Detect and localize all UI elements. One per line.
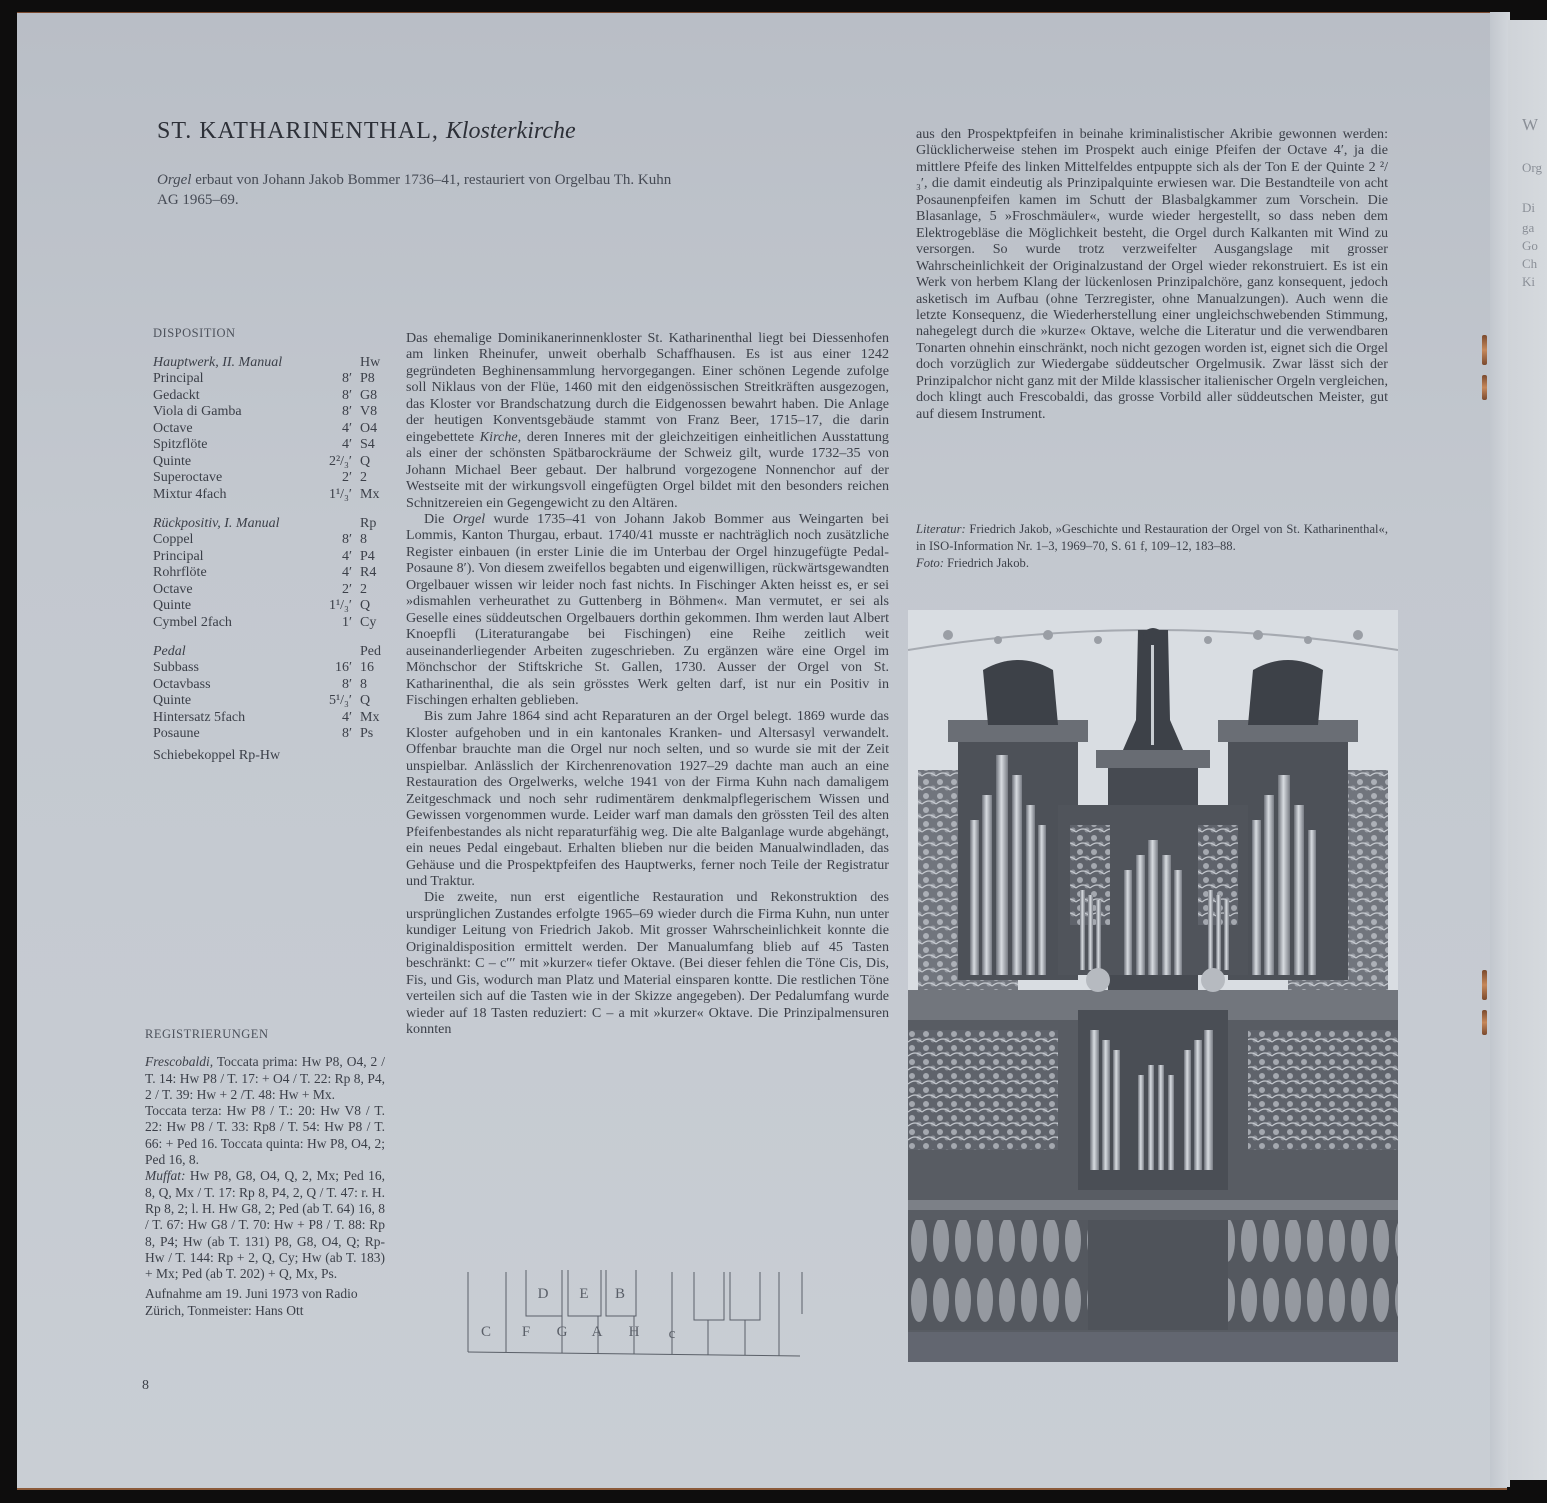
register-abbr: V8 <box>360 404 378 419</box>
organ-credit-text: erbaut von Johann Jakob Bommer 1736–41, restauriert von Orgelbau Th. Kuhn AG 1965–69. <box>157 172 672 208</box>
division-title <box>153 515 388 532</box>
division-name: Rückpositiv, I. Manual <box>153 516 280 531</box>
register-row <box>153 582 388 599</box>
literature-credits <box>916 521 1388 572</box>
registration-frescobaldi <box>145 1054 385 1103</box>
division-abbr: Rp <box>360 516 377 531</box>
coupler: Schiebekoppel Rp-Hw <box>153 747 281 763</box>
composer-name: Frescobaldi, <box>145 1054 214 1070</box>
paragraph-text: , deren Inneres mit der gleichzeitigen einheitlichen Ausstattung als einer der schönsten Spätbarockräume der Schweiz gilt, wurde 1732–35 von Johann Michael Beer gebaut. Der halbrund vorgezogene Nonnenchor auf der Westseite mit der wirkungsvoll eingefügten Orgel bildet mit den besonders reichen Schnitzereien ein Gegengewicht zu den Altären. <box>406 428 889 511</box>
register-abbr: 2 <box>360 470 367 485</box>
register-row <box>153 532 388 549</box>
next-page-fragment: Ch <box>1522 256 1538 271</box>
division-abbr: Ped <box>360 644 381 659</box>
register-pitch: 8′ <box>341 371 352 386</box>
register-row <box>153 598 388 615</box>
composer-name: Muffat: <box>145 1168 186 1184</box>
register-row <box>153 726 388 743</box>
disposition-heading: DISPOSITION <box>153 326 236 340</box>
register-name: Subbass <box>153 660 199 675</box>
organ-credit-lead: Orgel <box>157 172 192 188</box>
photo-credit-text: Friedrich Jakob. <box>943 556 1029 570</box>
register-row <box>153 565 388 582</box>
register-row <box>153 454 388 471</box>
register-abbr: Mx <box>360 709 380 725</box>
key-label: E <box>579 1286 589 1302</box>
register-row <box>153 388 388 405</box>
division-name: Hauptwerk, II. Manual <box>153 355 283 370</box>
register-name: Quinte <box>153 598 192 613</box>
literature-text: Friedrich Jakob, »Geschichte und Restauration der Orgel von St. Katharinenthal«, in ISO-Information Nr. 1–3, 1969–70, S. 61 f, 109–12, 183–88. <box>916 522 1388 553</box>
organ-case-photo <box>908 610 1398 1362</box>
staple <box>1482 1010 1487 1035</box>
literature-label: Literatur: <box>916 522 966 536</box>
register-abbr: 2 <box>360 581 367 597</box>
register-pitch: 4′ <box>341 420 352 436</box>
register-name: Octave <box>153 581 193 597</box>
register-abbr: 8 <box>360 676 367 692</box>
register-name: Superoctave <box>153 470 223 485</box>
register-name: Principal <box>153 371 204 386</box>
register-abbr: Mx <box>360 486 380 502</box>
register-row <box>153 470 388 487</box>
register-name: Quinte <box>153 693 192 708</box>
emphasis: Orgel <box>452 510 486 527</box>
title-building: Klosterkirche <box>445 118 576 144</box>
registration-text: Hw P8, G8, O4, Q, 2, Mx; Ped 16, 8, Q, Mx / T. 17: Rp 8, P4, 2, Q / T. 47: r. H. Rp 8, 2; l. H. Hw G8, 2; Ped (ab T. 64) 16, 8 / T. 67: Hw G8 / T. 70: Hw + P8 / T. 88: Rp 8, P4; Hw (ab T. 131) P8, G8, O4, Q; Rp-Hw / T. 144: Rp + 2, Q, Cy; Hw (ab T. 183) + Mx; Ped (ab T. 202) + Q, Mx, Ps. <box>145 1168 385 1282</box>
register-pitch: 1¹/₃′ <box>328 486 352 502</box>
register-row <box>153 677 388 694</box>
register-name: Cymbel 2fach <box>153 614 232 630</box>
register-row <box>153 615 388 632</box>
paragraph: Die zweite, nun erst eigentliche Restauration und Rekonstruktion des ursprünglichen Zustandes erfolgte 1965–69 wieder durch die Firma Kuhn, nun unter kundiger Leitung von Friedrich Jakob. Mit grosser Wahrscheinlichkeit konnte die Originaldisposition ermittelt werden. Der Manualumfang blieb auf 45 Tasten beschränkt: C – c′′′ mit »kurzer« tiefer Oktave. (Bei dieser fehlen die Töne Cis, Dis, Fis, und Gis, wodurch man Platz und Material einsparen kontte. Die restlichen Töne verteilen sich auf die Tasten wie in der Skizze angegeben). Der Pedalumfang wurde wieder auf 18 Tasten reduziert: C – a mit »kurzer« Oktave. Die Prinzipalmensuren konnten <box>406 889 889 1038</box>
register-abbr: P8 <box>360 371 375 386</box>
key-label: D <box>537 1286 549 1302</box>
next-page-fragment: Di <box>1522 200 1535 215</box>
register-name: Principal <box>153 548 204 564</box>
register-pitch: 5¹/₃′ <box>328 693 352 708</box>
register-pitch: 16′ <box>334 660 352 675</box>
organ-credit <box>157 170 677 210</box>
division-name: Pedal <box>153 644 186 659</box>
register-abbr: R4 <box>360 565 377 580</box>
next-page-fragment: Go <box>1522 238 1538 253</box>
paragraph: aus den Prospektpfeifen in beinahe kriminalistischer Akribie gewonnen werden: Glücklicherweise stehen im Prospekt auch einige Pfeifen der Octave 4′, ja die mittlere Pfeife des linken Mittelfeldes entpuppte sich als der Ton E der Quinte 2 ²/₃′, die damit eindeutig als Prinzipalquinte erwiesen war. Die Bestandteile von acht Posaunenpfeifen kamen im Schutt der Blasbalgkammer zum Vorschein. Die Blasanlage, 5 »Froschmäuler«, wurde wieder hergestellt, so dass neben dem Elektrogebläse die Möglichkeit besteht, die Orgel durch Kalkanten mit Wind zu versorgen. So wurde trotz verzweifelter Ausgangslage mit grosser Wahrscheinlichkeit der Originalzustand der Orgel wieder rekonstruiert. Es ist ein Werk von herbem Klang der lückenlosen Prinzipalchöre, ganz konsequent, jedoch asketisch im Aufbau (ohne Terzregister, ohne Manualzungen). Auch wenn die letzte Konsequenz, die Wiederherstellung einer ungleichschwebenden Stimmung, nahegelegt durch die »kurze« Oktave, welche die Literatur und die verwendbaren Tonarten ohnehin einschränkt, noch nicht gezogen worden ist, eignet sich die Orgel doch vorzüglich zur Wiedergabe süddeutscher Orgelmusik. Zwar lässt sich der Prinzipalchor nicht ganz mit der Milde klassischer italienischer Orgeln vergleichen, doch klingt auch Frescobaldi, das grosse Vorbild aller süddeutschen Meister, gut auf diesem Instrument. <box>916 126 1388 422</box>
key-label: B <box>614 1286 626 1302</box>
register-pitch: 4′ <box>341 709 352 725</box>
register-name: Octavbass <box>153 676 211 692</box>
register-name: Viola di Gamba <box>153 404 242 419</box>
register-pitch: 2′ <box>341 581 352 597</box>
staple <box>1482 335 1487 365</box>
next-page-fragment: W <box>1522 115 1539 134</box>
register-name: Octave <box>153 420 193 436</box>
register-row <box>153 710 388 727</box>
register-name: Gedackt <box>153 387 200 403</box>
register-pitch: 8′ <box>341 532 352 547</box>
register-pitch: 8′ <box>341 676 352 692</box>
division-abbr: Hw <box>360 355 381 370</box>
division-title <box>153 354 388 371</box>
register-row <box>153 549 388 566</box>
register-pitch: 2²/₃′ <box>328 453 352 469</box>
key-label: C <box>480 1324 492 1340</box>
key-label: A <box>591 1324 603 1340</box>
register-name: Quinte <box>153 453 192 469</box>
page-title <box>157 118 576 145</box>
body-text-column-2 <box>916 126 1388 422</box>
short-octave-keyboard-diagram <box>466 1268 806 1358</box>
staple <box>1482 970 1487 1000</box>
emphasis: Kirche <box>479 428 518 445</box>
register-row <box>153 693 388 710</box>
photo-label: Foto: <box>916 556 944 570</box>
register-abbr: Q <box>360 453 371 469</box>
division-title <box>153 643 388 660</box>
register-abbr: Ps <box>360 726 374 741</box>
registrations-heading: REGISTRIERUNGEN <box>145 1027 269 1041</box>
register-pitch: 4′ <box>341 437 352 452</box>
registration-muffat <box>145 1168 385 1282</box>
staple <box>1482 375 1487 400</box>
registrations <box>145 1026 385 1319</box>
register-abbr: S4 <box>360 437 375 452</box>
register-abbr: P4 <box>360 548 375 564</box>
register-name: Coppel <box>153 532 194 547</box>
paragraph-text: Die <box>424 510 453 527</box>
register-pitch: 4′ <box>341 548 352 564</box>
organ-illustration <box>908 610 1398 1362</box>
next-page-edge <box>1508 20 1547 1480</box>
page-gutter <box>1490 12 1510 1487</box>
register-abbr: 16 <box>360 660 374 675</box>
paragraph-text: Das ehemalige Dominikanerinnenkloster St. Katharinenthal liegt bei Diessenhofen am linken Rheinufer, unweit oberhalb Schaffhausen. Es ist aus einer 1242 gegründeten Beghinensammlung hervorgegangen. Einer schönen Legende zufolge soll Niklaus von der Flüe, 1460 mit den eidgenössischen Streitkräften ausgezogen, das Kloster vor Brandschatzung durch die Eidgenossen bewahrt haben. Die Anlage der heutigen Konventsgebäude stammt von Franz Beer, 1715–17, die darin eingebettete <box>406 330 889 445</box>
register-abbr: O4 <box>360 420 378 436</box>
register-abbr: Cy <box>360 614 377 630</box>
register-name: Posaune <box>153 726 200 741</box>
register-row <box>153 404 388 421</box>
register-row <box>153 660 388 677</box>
register-pitch: 2′ <box>341 470 352 485</box>
paragraph <box>406 511 889 708</box>
literature-reference <box>916 521 1388 555</box>
register-abbr: Q <box>360 693 371 708</box>
register-name: Rohrflöte <box>153 565 207 580</box>
register-name: Mixtur 4fach <box>153 486 227 502</box>
next-page-fragment: ga <box>1522 220 1535 235</box>
register-pitch: 4′ <box>341 565 352 580</box>
paragraph <box>406 330 889 511</box>
registration-text: Toccata prima: Hw P8, O4, 2 / T. 14: Hw P8 / T. 17: + O4 / T. 22: Rp 8, P4, 2 / T. 39: Hw + 2 /T. 48: Hw + Mx. <box>145 1054 385 1102</box>
register-abbr: G8 <box>360 387 378 403</box>
register-name: Hintersatz 5fach <box>153 709 246 725</box>
disposition-table <box>153 326 388 765</box>
paragraph-text: wurde 1735–41 von Johann Jakob Bommer aus Weingarten bei Lommis, Kanton Thurgau, erbaut. 1740/41 musste er nachträglich noch zusätzliche Register einbauen (in erster Linie die im Unterbau der Orgel hinzugefügte Pedal-Posaune 8′). Von diesem zweifellos begabten und eigenwilligen, rückwärtsgewandten Orgelbauer wissen wir leider noch fast nichts. In Fischinger Akten heisst es, er sei »dismahlen verheurathet zu Guttenberg in Böhmen«. Man vermutet, er sei als Geselle eines süddeutschen Orgelbauers dorthin gekommen. Ihm werden laut Albert Knoepfli (Literaturangabe bei Fischingen) eine Reihe zeitlich weit auseinanderliegender Arbeiten zugeschrieben. Zu ergänzen wäre eine Orgel im Mönchschor der Stiftskriche St. Gallen, 1730. Ausser der Orgel von St. Katharinenthal, die als sein grösstes Werk gelten darf, ist nur ein Positiv in Fischingen erhalten geblieben. <box>406 510 889 708</box>
next-page-fragment: Ki <box>1522 274 1535 289</box>
register-pitch: 8′ <box>341 726 352 741</box>
recording-note: Aufnahme am 19. Juni 1973 von Radio Zürich, Tonmeister: Hans Ott <box>145 1286 358 1318</box>
photo-credit <box>916 555 1388 572</box>
key-label: H <box>628 1324 640 1340</box>
body-text-column-1 <box>406 330 889 1037</box>
register-row <box>153 371 388 388</box>
key-label: F <box>521 1324 531 1340</box>
register-pitch: 1¹/₃′ <box>328 598 352 613</box>
page-number: 8 <box>142 1378 149 1393</box>
register-name: Spitzflöte <box>153 437 208 452</box>
register-row <box>153 421 388 438</box>
register-pitch: 1′ <box>341 614 352 630</box>
key-label: c <box>668 1326 676 1342</box>
paragraph: Bis zum Jahre 1864 sind acht Reparaturen an der Orgel belegt. 1869 wurde das Kloster aufgehoben und in ein kantonales Kranken- und Altersasyl verwandelt. Offenbar brauchte man die Orgel nur noch selten, und so wurde sie mit der Zeit unspielbar. Anlässlich der Kirchenrenovation 1927–29 dachte man auch an eine Restauration des Orgelwerks, welche 1941 von der Firma Kuhn nach damaligem Zeitgeschmack und noch sehr rudimentärem denkmalpflegerischem Wissen und Gewissen vorgenommen wurde. Leider warf man damals den grössten Teil des alten Pfeifenbestandes als nicht reparaturfähig weg. Die alte Balganlage wurde abgehängt, ein neues Pedal eingebaut. Erhalten blieben nur die beiden Manualwindladen, das Gehäuse und die Prospektpfeifen des Hauptwerks, ferner noch Teile der Registratur und Traktur. <box>406 708 889 889</box>
register-abbr: Q <box>360 598 371 613</box>
register-row <box>153 487 388 504</box>
next-page-fragment: Org <box>1522 160 1542 175</box>
register-row <box>153 437 388 454</box>
title-place: ST. KATHARINENTHAL, <box>157 118 439 144</box>
register-abbr: 8 <box>360 532 367 547</box>
register-pitch: 8′ <box>341 387 352 403</box>
key-label: G <box>556 1324 568 1340</box>
registration-toccata-terza: Toccata terza: Hw P8 / T.: 20: Hw V8 / T. 22: Hw P8 / T. 33: Rp8 / T. 54: Hw P8 / T. 66: + Ped 16. Toccata quinta: Hw P8, O4, 2; Ped 16, 8. <box>145 1103 385 1168</box>
register-pitch: 8′ <box>341 404 352 419</box>
